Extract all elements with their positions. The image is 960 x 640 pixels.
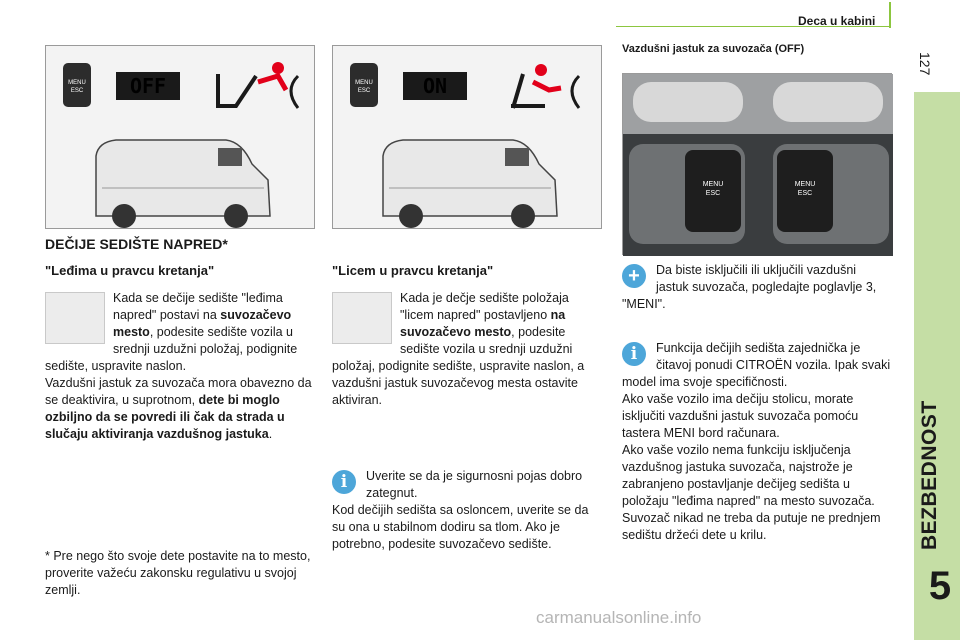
figure-airbag-on [332, 45, 602, 229]
front-facing-title: "Licem u pravcu kretanja" [332, 263, 494, 278]
chapter-title: BEZBEDNOST [918, 400, 941, 550]
main-title: DEČIJE SEDIŠTE NAPRED* [45, 236, 228, 252]
front-facing-text: Kada je dečje sedište položaja "licem napred" postavljeno na suvozačevo mesto, podesite sedište vozila u srednji uzdužni položaj, podignite sedište, uspravite naslon, a vazdušni jastuk suvozačevog mesta ostavite aktiviran. [332, 291, 585, 407]
display-off-text: OFF [129, 74, 167, 98]
menu-button-label: MENU [355, 80, 373, 86]
page-number: 127 [917, 52, 933, 76]
menu-button-label-right: MENU [794, 181, 816, 188]
plus-note: + Da biste isključili ili uključili vazdušni jastuk suvozača, pogledajte poglavlje 3, "MENI". [622, 263, 877, 311]
rear-facing-text: Kada se dečije sedište "leđima napred" postavi na suvozačevo mesto, podesite sedište vozila u srednji uzdužni položaj, podignite sedište, uspravite naslon. Vazdušni jastuk za suvozača mora obavezno da se deaktivira, u suprotnom, dete bi moglo ozbiljno da se povredi ili čak da strada u slučaju aktiviranja vazdušnog jastuka. [45, 291, 312, 441]
info-icon: i [622, 342, 646, 366]
belt-note: i Uverite se da je sigurnosni pojas dobro zategnut. Kod dečijih sedišta sa osloncem, uverite se da su ona u stabilnom dodiru sa tlom. Ako je potrebno, podesite suvozačevo sedište. [332, 469, 589, 551]
figure-airbag-off [45, 45, 315, 229]
display-on-text: ON [422, 74, 448, 98]
plus-icon: + [622, 264, 646, 288]
rear-facing-seat-icon [45, 292, 105, 344]
menu-button-label: MENU [68, 80, 86, 86]
van-illustration [383, 140, 557, 228]
figure-dashboard-menu-button [622, 73, 892, 255]
svg-text:ESC: ESC [705, 190, 721, 197]
section-title: Deca u kabini [798, 14, 876, 28]
figure-airbag-off-drawing [46, 46, 316, 230]
svg-text:ESC: ESC [797, 190, 813, 197]
seat-front-facing-icon [511, 74, 579, 108]
airbag-off-title: Vazdušni jastuk za suvozača (OFF) [622, 43, 805, 55]
svg-text:ESC: ESC [70, 88, 84, 94]
chapter-tab [914, 92, 960, 640]
van-illustration [96, 140, 270, 228]
rear-facing-title: "Leđima u pravcu kretanja" [45, 263, 215, 278]
header-rule-vertical [889, 2, 891, 28]
menu-button-label-left: MENU [702, 181, 724, 188]
watermark: carmanualsonline.info [536, 608, 702, 627]
info-icon: i [332, 470, 356, 494]
footnote: * Pre nego što svoje dete postavite na to mesto, proverite važeću zakonsku regulativu u svojoj zemlji. [45, 549, 311, 597]
figure-airbag-on-drawing [333, 46, 603, 230]
front-facing-seat-icon [332, 292, 392, 344]
chapter-number: 5 [928, 564, 952, 608]
seat-rear-facing-icon [216, 74, 298, 108]
info-note: i Funkcija dečijih sedišta zajednička je čitavoj ponudi CITROËN vozila. Ipak svaki model ima svoje specifičnosti. Ako vaše vozilo ima dečiju stolicu, morate isključiti vazdušni jastuk suvozača pomoću tastera MENI bord računara. Ako vaše vozilo nema funkciju isključenja vazdušnog jastuka suvozača, najstrože je zabranjeno postavljanje dečijeg sedišta u položaju "leđima napred" na mesto suvozača. Suvozač nikad ne treba da putuje ne prednjem sedištu držeći dete u krilu. [622, 341, 891, 542]
svg-text:ESC: ESC [357, 88, 371, 94]
figure-dashboard-drawing [623, 74, 893, 256]
